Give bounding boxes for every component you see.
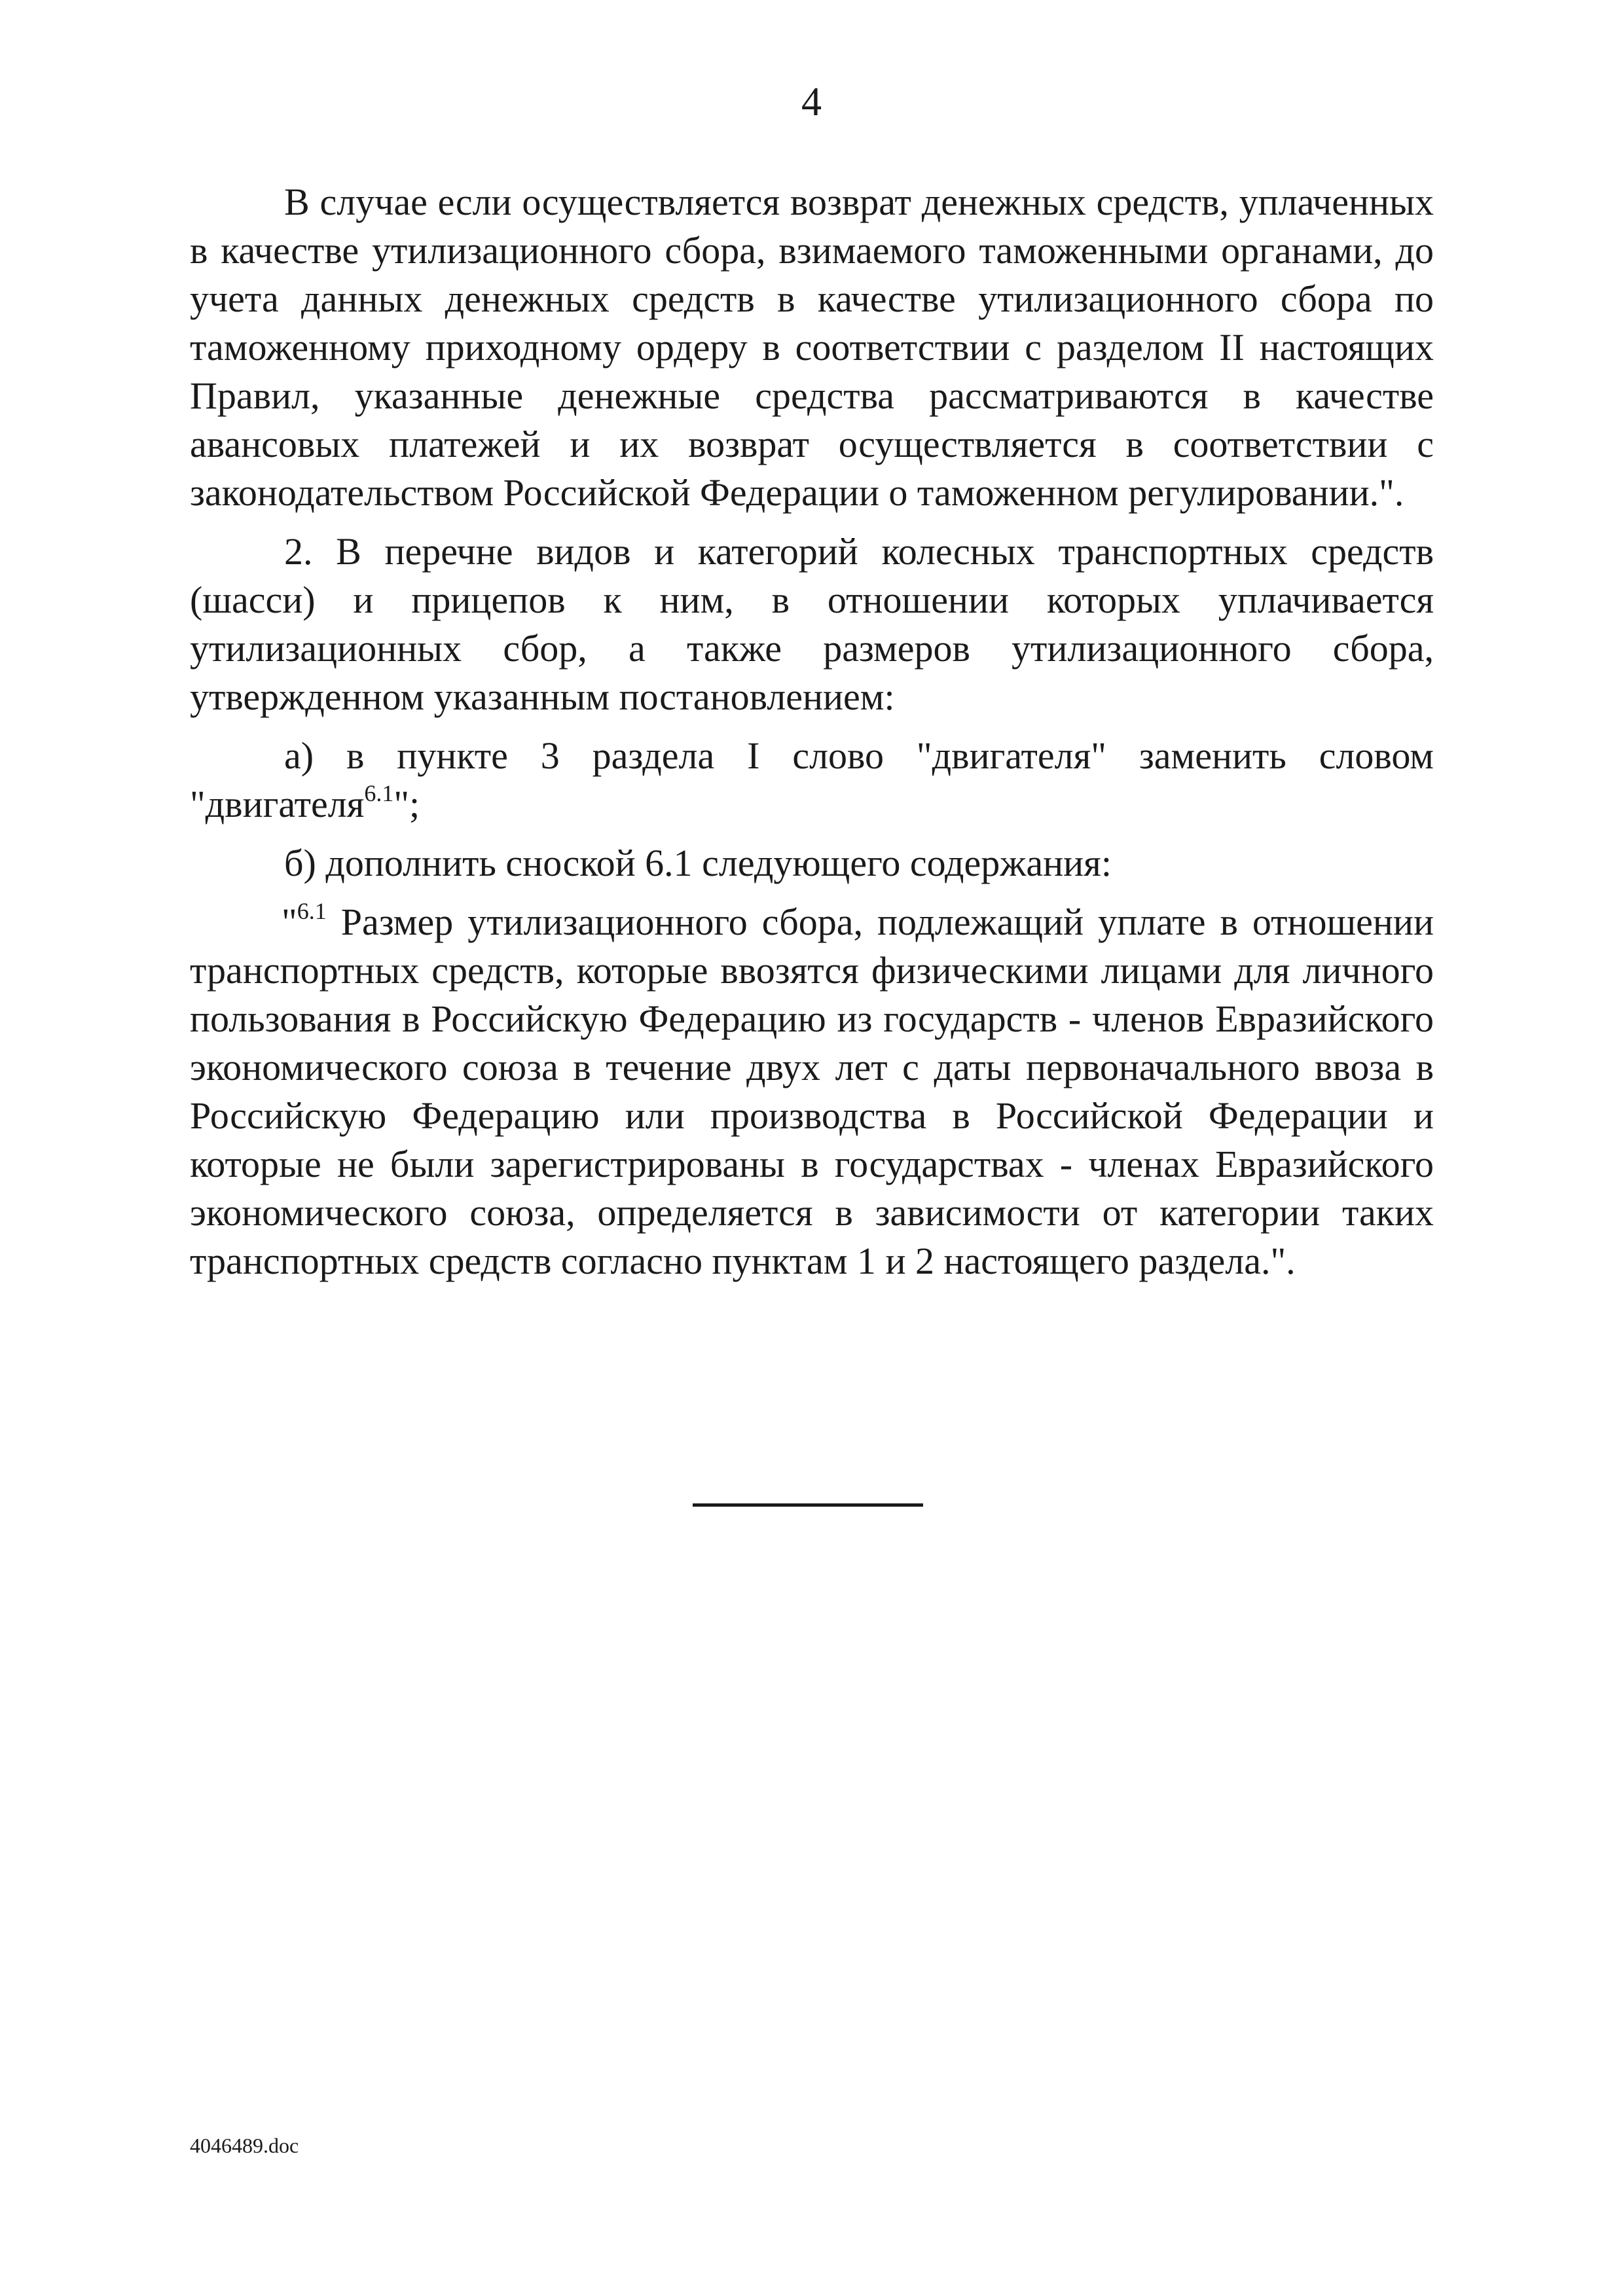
page-number: 4 xyxy=(801,80,822,124)
paragraph-subitem-a xyxy=(190,732,1434,829)
paragraph-footnote-6-1 xyxy=(190,898,1434,1285)
footnote-text: Размер утилизационного сбора, подлежащий уплате в отношении транспортных средств, которые ввозятся физическими лицами для личного пользования в Российскую Федерацию из государств - членов Евразийского экономического союза в течение двух лет с даты первоначального ввоза в Российскую Федерацию или производства в Российской Федерации и которые не были зарегистрированы в государствах - членах Евразийского экономического союза, определяется в зависимости от категории таких транспортных средств согласно пунктам 1 и 2 настоящего раздела.". xyxy=(190,901,1434,1282)
paragraph-subitem-b: б) дополнить сноской 6.1 следующего содержания: xyxy=(284,842,1112,884)
subitem-a-text: а) в пункте 3 раздела I слово "двигателя" заменить словом "двигателя xyxy=(190,734,1434,825)
subitem-a-closing: "; xyxy=(393,783,420,825)
end-divider-line xyxy=(693,1503,923,1507)
footnote-marker-6-1: 6.1 xyxy=(297,898,327,924)
footer-doc-id: 4046489.doc xyxy=(190,2134,299,2157)
document-body xyxy=(190,178,1434,1296)
footnote-open-quote: " xyxy=(282,901,297,943)
paragraph-refund: В случае если осуществляется возврат денежных средств, уплаченных в качестве утилизационного сбора, взимаемого таможенными органами, до учета данных денежных средств в качестве утилизационного сбора по таможенному приходному ордеру в соответствии с разделом II настоящих Правил, указанные денежные средства рассматриваются в качестве авансовых платежей и их возврат осуществляется в соответствии с законодательством Российской Федерации о таможенном регулировании.". xyxy=(190,181,1434,514)
paragraph-item-2: 2. В перечне видов и категорий колесных транспортных средств (шасси) и прицепов к ним, в отношении которых уплачивается утилизационных сбор, а также размеров утилизационного сбора, утвержденном указанным постановлением: xyxy=(190,530,1434,718)
footnote-ref-6-1: 6.1 xyxy=(364,780,394,806)
